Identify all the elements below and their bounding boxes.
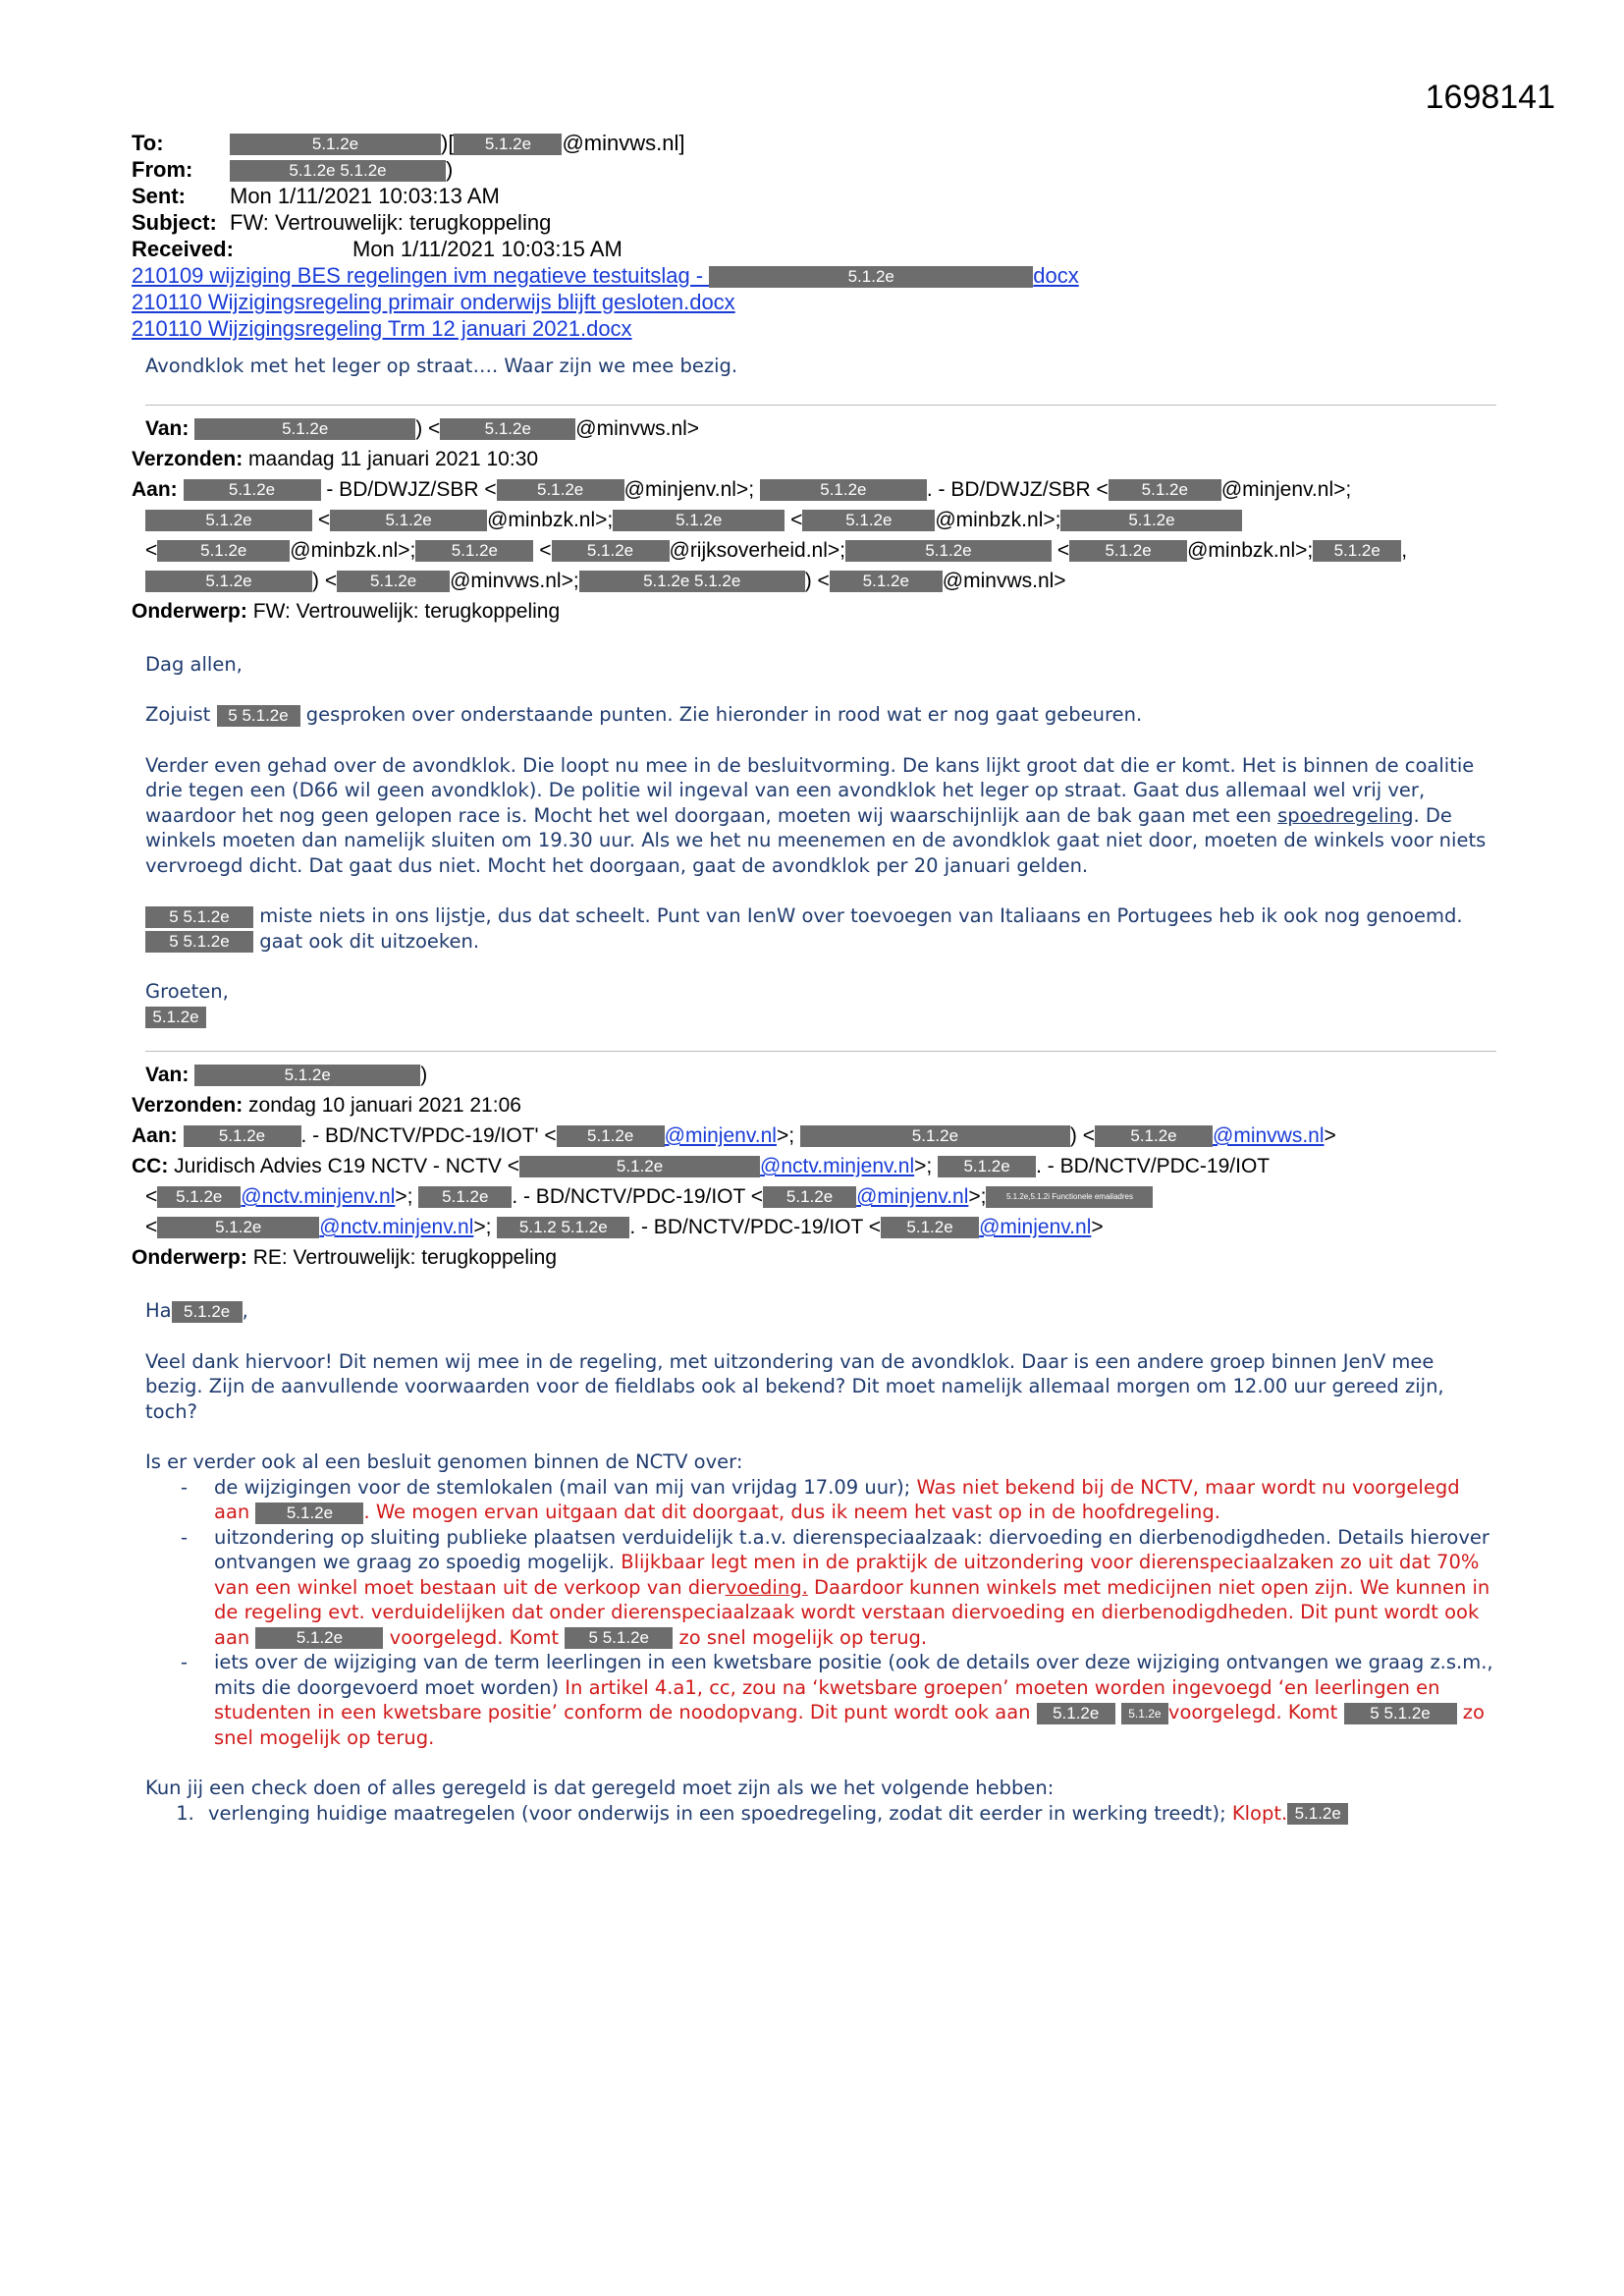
redaction: 5 5.1.2e [565, 1627, 673, 1649]
redaction: 5.1.2e [255, 1627, 383, 1649]
red-link[interactable]: voeding. [725, 1575, 808, 1599]
redaction: 5.1.2e [497, 479, 624, 501]
recipient-text: < [1056, 538, 1070, 562]
recipient-text: . - BD/NCTV/PDC-19/IOT < [629, 1216, 882, 1238]
recipient-text: < [790, 508, 803, 531]
attachment-1[interactable] [132, 262, 1079, 289]
redaction: 5.1.2e [830, 571, 943, 592]
recipient-text: @minvws.nl>; [450, 569, 579, 592]
redaction: 5.1.2e [760, 479, 927, 501]
recipient-text: >; [968, 1185, 987, 1208]
redaction: 5.1.2e [172, 1301, 243, 1323]
aan-label: Aan: [132, 1124, 178, 1147]
redaction: 5.1.2e [157, 1217, 319, 1238]
verzonden-value: zondag 10 januari 2021 21:06 [248, 1094, 521, 1117]
redaction: 5.1.2e [557, 1125, 665, 1147]
redaction: 5.1.2e [157, 1186, 241, 1208]
redaction: 5.1.2e [845, 540, 1052, 562]
van-domain: @minvws.nl> [575, 416, 700, 440]
mail1-paragraph-1 [145, 702, 1496, 728]
recipient-text: , [1401, 538, 1408, 562]
redaction: 5.1.2e,5.1.2i Functionele emailadres [986, 1186, 1153, 1208]
red-text: Klopt. [1231, 1801, 1288, 1825]
sent-row [132, 183, 1079, 209]
email-link[interactable]: @minjenv.nl [979, 1216, 1092, 1238]
onderwerp-label: Onderwerp: [132, 599, 247, 623]
text: miste niets in ons lijstje, dus dat scheelt. Punt van IenW over toevoegen van Italiaans en Portugees heb ik ook nog genoemd. [253, 904, 1463, 927]
mail2-paragraph-1: Veel dank hiervoor! Dit nemen wij mee in de regeling, met uitzondering van de avondklok. Daar is een andere groep binnen JenV mee bezig. Zijn de aanvullende voorwaarden voor de fieldlabs ook al bekend? Dit moet namelijk allemaal morgen om 12.00 uur gereed zijn, toch? [145, 1349, 1444, 1423]
mail1-greeting: Dag allen, [145, 652, 243, 676]
redaction: 5.1.2e [194, 1065, 420, 1086]
redaction: 5 5.1.2e [217, 705, 300, 727]
list-item [200, 1801, 1496, 1827]
email-link[interactable]: @nctv.minjenv.nl [760, 1155, 915, 1177]
recipient-text: . - BD/DWJZ/SBR < [926, 477, 1109, 501]
sent-label: Sent: [132, 184, 186, 208]
text: verlenging huidige maatregelen (voor onderwijs in een spoedregeling, zodat dit eerder in werking treedt); [208, 1801, 1232, 1825]
redaction: 5.1.2e [337, 571, 450, 592]
redaction: 5 5.1.2e [145, 931, 253, 953]
attachment-link[interactable]: 210110 Wijzigingsregeling primair onderwijs blijft gesloten.docx [132, 290, 735, 314]
redaction: 5.1.2e [938, 1156, 1036, 1177]
mail1-paragraph-3 [145, 903, 1496, 954]
recipient-text: ) < [1069, 1124, 1096, 1147]
attachment-3[interactable] [132, 315, 1079, 342]
list-item [181, 1475, 1496, 1525]
intro-text: Avondklok met het leger op straat…. Waar zijn we mee bezig. [145, 355, 738, 377]
divider [145, 1051, 1496, 1052]
redaction: 5.1.2e [230, 134, 441, 155]
from-label: From: [132, 157, 193, 182]
onderwerp-value: FW: Vertrouwelijk: terugkoppeling [252, 599, 561, 623]
onderwerp-label: Onderwerp: [132, 1246, 247, 1269]
redaction: 5.1.2e [184, 479, 321, 501]
red-text: voorgelegd. Komt [1167, 1701, 1344, 1723]
text: Zojuist [145, 703, 217, 726]
redaction: 5.1.2e [157, 540, 290, 562]
recipient-text: ) < [312, 569, 338, 592]
list-item [181, 1650, 1496, 1750]
from-row [132, 156, 1079, 183]
attachment-link-ext[interactable]: docx [1033, 263, 1079, 288]
recipient-text: >; [914, 1155, 933, 1177]
redaction: 5.1.2e [415, 540, 533, 562]
divider [145, 405, 1496, 406]
redaction: 5.1.2e [440, 418, 575, 440]
redaction: 5.1.2e [800, 1125, 1070, 1147]
to-separator: )[ [441, 131, 455, 155]
email-link[interactable]: @minvws.nl [1213, 1124, 1325, 1147]
recipient-text: @minjenv.nl>; [1220, 477, 1352, 501]
to-domain: @minvws.nl] [562, 131, 685, 155]
email-body [132, 354, 1496, 1826]
subject-row [132, 209, 1079, 236]
recipient-text: < [145, 1216, 158, 1238]
verzonden-label: Verzonden: [132, 447, 244, 470]
recipient-text: . - BD/NCTV/PDC-19/IOT < [512, 1185, 764, 1208]
redaction: 5 5.1.2e [145, 906, 253, 928]
to-label: To: [132, 131, 164, 155]
van-sep: ) < [415, 416, 441, 440]
redaction: 5.1.2e [1287, 1803, 1348, 1825]
mail2-header [132, 1060, 1496, 1273]
redaction: 5.1.2e [145, 1007, 206, 1028]
to-row [132, 130, 1079, 156]
document-id: 1698141 [1425, 79, 1555, 116]
redaction: 5.1.2e [552, 540, 670, 562]
recipient-text: >; [473, 1216, 492, 1238]
red-text: Daardoor kunnen winkels met medicijnen niet open zijn. We kunnen in de regeling evt. verduidelijken dat onder dierenspeciaalzaak wordt verstaan diervoeding en dierbenodigdheden. Dit punt wordt ook aan [214, 1575, 1490, 1649]
red-text: voorgelegd. Komt [383, 1625, 566, 1649]
recipient-text: . - BD/NCTV/PDC-19/IOT' < [300, 1124, 557, 1147]
mail2-paragraph-3: Kun jij een check doen of alles geregeld is dat geregeld moet zijn als we het volgende hebben: [145, 1777, 1055, 1799]
redaction: 5.1.2e [1121, 1703, 1168, 1724]
redaction: 5.1.2e [613, 510, 785, 531]
attachment-2[interactable] [132, 289, 1079, 315]
van-label: Van: [145, 416, 189, 440]
van-label: Van: [145, 1064, 189, 1086]
recipient-text: @minbzk.nl>; [935, 508, 1061, 531]
recipient-text: >; [776, 1124, 795, 1147]
cc-label: CC: [132, 1155, 169, 1177]
text: uitzondering op sluiting publieke plaatsen verduidelijk t.a.v. dierenspeciaalzaak: diervoeding en dierbenodigdheden. Details hierover ontvangen we graag zo spoedig mogelijk. [214, 1525, 1489, 1573]
recipient-text: Juridisch Advies C19 NCTV - NCTV < [174, 1155, 520, 1177]
redaction: 5.1.2e [1109, 479, 1221, 501]
recipient-text: >; [395, 1185, 413, 1208]
red-text: zo snel mogelijk op terug. [214, 1701, 1485, 1749]
check-list [200, 1801, 1496, 1827]
redaction: 5.1.2e [330, 510, 487, 531]
redaction: 5.1.2e [1095, 1125, 1213, 1147]
subject-label: Subject: [132, 210, 217, 235]
recipient-text: < [539, 538, 552, 562]
red-text: Was niet bekend bij de NCTV, maar wordt nu voorgelegd aan [214, 1475, 1460, 1523]
redaction: 5.1.2e [1060, 510, 1242, 531]
recipient-text: @minjenv.nl>; [623, 477, 755, 501]
redaction: 5.1.2e [194, 418, 415, 440]
text: Ha [145, 1299, 172, 1322]
email-link[interactable]: @nctv.minjenv.nl [241, 1185, 396, 1208]
attachment-link[interactable]: 210109 wijziging BES regelingen ivm negatieve testuitslag - [132, 263, 710, 288]
email-link[interactable]: @minjenv.nl [856, 1185, 969, 1208]
mail1-signature [145, 1005, 1496, 1030]
redaction: 5 5.1.2e [1344, 1703, 1457, 1724]
redaction: 5.1.2e [145, 571, 312, 592]
email-link[interactable]: @nctv.minjenv.nl [319, 1216, 474, 1238]
text: iets over de wijziging van de term leerlingen in een kwetsbare positie (ook de details over deze wijziging ontvangen we graag z.s.m., mits die doorgevoerd moet worden) [214, 1651, 1493, 1699]
mail2-paragraph-2: Is er verder ook al een besluit genomen binnen de NCTV over: [145, 1450, 743, 1473]
van-end: ) [420, 1064, 428, 1086]
redaction: 5.1.2 5.1.2e [497, 1217, 629, 1238]
recipient-text: < [317, 508, 331, 531]
redaction: 5.1.2e [184, 1125, 301, 1147]
recipient-text: < [145, 1185, 158, 1208]
red-text: zo snel mogelijk op terug. [673, 1625, 928, 1649]
recipient-text: - BD/DWJZ/SBR < [326, 477, 497, 501]
received-row [132, 236, 1079, 262]
from-end: ) [446, 157, 454, 182]
recipient-text: @minbzk.nl>; [290, 538, 416, 562]
redaction: 5.1.2e 5.1.2e [579, 571, 805, 592]
subject-value: FW: Vertrouwelijk: terugkoppeling [230, 210, 552, 235]
sent-value: Mon 1/11/2021 10:03:13 AM [230, 184, 500, 208]
attachment-link[interactable]: 210110 Wijzigingsregeling Trm 12 januari 2021.docx [132, 316, 632, 341]
red-text: . We mogen ervan uitgaan dat dit doorgaat, dus ik neem het vast op in de hoofdregeling. [363, 1501, 1220, 1523]
received-value: Mon 1/11/2021 10:03:15 AM [352, 237, 623, 261]
redaction: 5.1.2e [418, 1186, 512, 1208]
mail1-closing: Groeten, [145, 980, 229, 1003]
recipient-text: > [1091, 1216, 1104, 1238]
recipient-text: @minvws.nl> [942, 569, 1066, 592]
recipient-text: @minbzk.nl>; [1187, 538, 1314, 562]
redaction: 5.1.2e [802, 510, 935, 531]
recipient-text: < [145, 538, 158, 562]
spoedregeling-link[interactable]: spoedregeling [1277, 803, 1414, 827]
redaction: 5.1.2e [1037, 1703, 1115, 1724]
email-link[interactable]: @minjenv.nl [664, 1124, 777, 1147]
redaction: 5.1.2e [709, 266, 1033, 288]
recipient-text: @rijksoverheid.nl>; [669, 538, 845, 562]
text: de wijzigingen voor de stemlokalen (mail van mij van vrijdag 17.09 uur); [214, 1475, 917, 1499]
redaction: 5.1.2e [763, 1186, 856, 1208]
red-text: Blijkbaar legt men in de praktijk de uitzondering voor dierenspeciaalzaken zo uit dat 70% van een winkel moet bestaan uit de verkoop van dier [214, 1551, 1480, 1599]
text: gaat ook dit uitzoeken. [253, 929, 480, 953]
redaction: 5.1.2e [519, 1156, 760, 1177]
onderwerp-value: RE: Vertrouwelijk: terugkoppeling [252, 1246, 558, 1269]
recipient-text: ) < [804, 569, 830, 592]
recipient-text: @minbzk.nl>; [487, 508, 614, 531]
redaction: 5.1.2e [454, 134, 562, 155]
mail2-greeting [145, 1298, 1496, 1324]
redaction: 5.1.2e [1069, 540, 1187, 562]
red-text: In artikel 4.a1, cc, zou na ‘kwetsbare groepen’ moeten worden ingevoegd ‘en leerlingen en studenten in een kwetsbare positie’ conform de noodopvang. Dit punt wordt ook aan [214, 1675, 1440, 1723]
redaction: 5.1.2e [145, 510, 312, 531]
recipient-text: . - BD/NCTV/PDC-19/IOT [1036, 1155, 1271, 1177]
question-list [181, 1475, 1496, 1751]
list-item [181, 1525, 1496, 1651]
text: . De winkels moeten dan namelijk sluiten om 19.30 uur. Als we het nu meenemen en de avondklok gaat niet door, moeten de winkels voor niets vervroegd dicht. Dat gaat dus niet. Mocht het doorgaan, gaat de avondklok per 20 januari gelden. [145, 803, 1487, 877]
recipient-text: > [1324, 1124, 1336, 1147]
redaction: 5.1.2e [881, 1217, 979, 1238]
email-header [132, 130, 1079, 342]
redaction: 5.1.2e 5.1.2e [230, 160, 446, 182]
received-label: Received: [132, 237, 234, 261]
redaction: 5.1.2e [255, 1503, 363, 1524]
verzonden-label: Verzonden: [132, 1094, 244, 1117]
redaction: 5.1.2e [1313, 540, 1401, 562]
aan-label: Aan: [132, 477, 178, 501]
text: gesproken over onderstaande punten. Zie hieronder in rood wat er nog gaat gebeuren. [299, 703, 1143, 726]
verzonden-value: maandag 11 januari 2021 10:30 [248, 447, 539, 470]
text: Verder even gehad over de avondklok. Die loopt nu mee in de besluitvorming. De kans lijkt groot dat die er komt. Het is binnen de coalitie drie tegen een (D66 wil geen avondklok). De politie wil ingeval van een avondklok het leger op straat. Gaat dus allemaal wel vrij ver, waardoor het nog geen gelopen race is. Mocht het wel doorgaan, moeten wij waarschijnlijk aan de bak gaan met een [145, 753, 1475, 827]
mail1-header [132, 413, 1496, 627]
mail1-paragraph-2 [145, 753, 1496, 879]
text: , [242, 1299, 248, 1322]
